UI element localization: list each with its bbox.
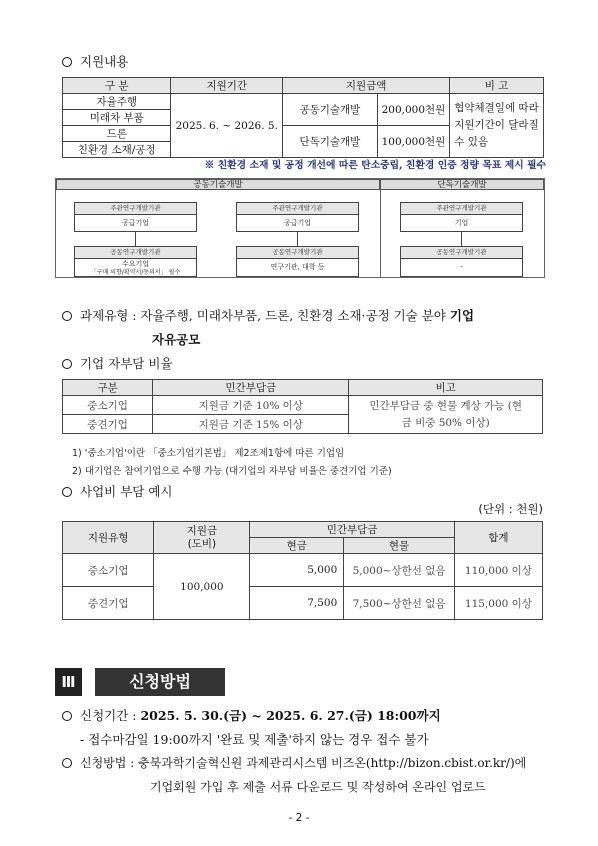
example-cash-cell: 7,500 — [250, 587, 344, 620]
solo-lead-box: 주관연구개발기관 기업 — [400, 202, 523, 232]
support-note: ※ 친환경 소재 및 공정 개선에 따른 탄소중립, 친환경 인증 정량 목표 제시 필수 — [204, 160, 546, 171]
circle-bullet-icon — [62, 487, 72, 497]
deadline-note: - 접수마감일 19:00까지 '완료 및 제출'하지 않는 경우 접수 불가 — [80, 732, 429, 747]
apply-method-text: 충북과학기술혁신원 과제관리시스템 비즈온(http://bizon.cbist.or.kr/)에 — [138, 756, 527, 770]
header-period: 지원기간 — [171, 78, 283, 94]
burden-value-cell: 지원금 기준 15% 이상 — [153, 415, 349, 434]
category-cell: 드론 — [63, 126, 171, 142]
task-type-text: 자율주행, 미래차부품, 드론, 친환경 소재·공정 기술 분야 — [140, 308, 446, 323]
example-grant-cell: 100,000 — [154, 554, 250, 620]
diagram-divider — [380, 190, 381, 277]
example-total-cell: 115,000 이상 — [454, 587, 542, 620]
header-grant: 지원금 (도비) — [154, 522, 250, 554]
category-cell: 미래차 부품 — [63, 110, 171, 126]
example-total-cell: 110,000 이상 — [454, 554, 542, 587]
burden-kind-cell: 중소기업 — [63, 396, 153, 415]
footnote-2: 2) 대기업은 참여기업으로 수행 가능 (대기업의 자부담 비율은 중견기업 기준) — [72, 466, 392, 477]
joint-dev-header: 공동기술개발 — [56, 179, 380, 190]
header-type: 지원유형 — [63, 522, 154, 554]
example-cash-cell: 5,000 — [250, 554, 344, 587]
burden-kind-cell: 중견기업 — [63, 415, 153, 434]
example-type-cell: 중견기업 — [63, 587, 154, 620]
example-table — [62, 521, 543, 620]
apply-period-label: 신청기간 — [80, 708, 129, 723]
footnote-1: 1) '중소기업'이란 「중소기업기본법」 제2조제1항에 따른 기업임 — [72, 448, 345, 459]
apply-method-line2: 기업회원 가입 후 제출 서류 다운로드 및 작성하여 온라인 업로드 — [150, 780, 486, 794]
task-type-line2: 자유공모 — [152, 332, 201, 347]
header-burden: 민간부담금 — [153, 380, 349, 396]
joint-co-box: 공동연구개발기관 수요기업 「구매 의향/확약서/동의서」 필수 — [74, 246, 197, 277]
connector-line — [135, 232, 136, 246]
example-inkind-cell: 7,500~상한선 없음 — [344, 587, 455, 620]
header-note: 비고 — [349, 380, 543, 396]
joint-lead-box-2: 주관연구개발기관 공급기업 — [236, 202, 359, 232]
type-cell: 공동기술개발 — [283, 94, 378, 126]
header-remark: 비 고 — [450, 78, 544, 94]
section-title-badge: 신청방법 — [95, 668, 225, 696]
task-type-bold: 기업 — [449, 308, 475, 323]
circle-bullet-icon — [62, 359, 72, 369]
support-table — [62, 77, 544, 158]
period-cell: 2025. 6. ~ 2026. 5. — [171, 94, 283, 158]
solo-dev-header: 단독기술개발 — [380, 179, 544, 190]
connector-line — [461, 232, 462, 246]
example-section-title: 사업비 부담 예시 — [62, 482, 172, 500]
joint-lead-box: 주관연구개발기관 공급기업 — [74, 202, 197, 232]
category-cell: 친환경 소재/공정 — [63, 142, 171, 158]
header-amount: 지원금액 — [283, 78, 450, 94]
task-type-label: 과제유형 — [80, 308, 129, 323]
structure-diagram — [55, 178, 545, 278]
circle-bullet-icon — [62, 311, 72, 321]
header-kind: 구분 — [63, 380, 153, 396]
burden-value-cell: 지원금 기준 10% 이상 — [153, 396, 349, 415]
burden-remark-cell: 민간부담금 중 현물 계상 가능 (현금 비중 50% 이상) — [349, 396, 543, 434]
connector-line — [297, 232, 298, 246]
header-cash: 현금 — [250, 538, 344, 554]
example-type-cell: 중소기업 — [63, 554, 154, 587]
apply-period-line: 신청기간 : 2025. 5. 30.(금) ~ 2025. 6. 27.(금) 18:00까지 — [62, 706, 441, 724]
apply-method-label: 신청방법 — [80, 756, 127, 770]
task-type-line — [62, 306, 546, 324]
category-cell: 자율주행 — [63, 94, 171, 110]
header-total: 합계 — [454, 522, 542, 554]
apply-period-value: 2025. 5. 30.(금) ~ 2025. 6. 27.(금) 18:00까지 — [140, 708, 441, 723]
header-private: 민간부담금 — [250, 522, 454, 538]
example-inkind-cell: 5,000~상한선 없음 — [344, 554, 455, 587]
support-section-title: 지원내용 — [62, 52, 128, 70]
apply-method-line: 신청방법 : 충북과학기술혁신원 과제관리시스템 비즈온(http://bizon.cbist.or.kr/)에 — [62, 754, 526, 771]
task-type-colon: : — [132, 308, 137, 323]
amount-cell: 200,000천원 — [377, 94, 450, 126]
type-cell: 단독기술개발 — [283, 126, 378, 158]
joint-co-box-2: 공동연구개발기관 연구기관, 대학 등 — [236, 246, 359, 277]
unit-label: (단위 : 천원) — [478, 502, 543, 516]
circle-bullet-icon — [62, 711, 72, 721]
header-inkind: 현물 — [344, 538, 455, 554]
circle-bullet-icon — [62, 758, 72, 768]
header-category: 구 분 — [63, 78, 171, 94]
page-number: - 2 - — [288, 812, 310, 824]
burden-table — [62, 379, 543, 434]
section-number-badge: Ⅲ — [55, 668, 82, 696]
burden-section-title: 기업 자부담 비율 — [62, 354, 172, 372]
amount-cell: 100,000천원 — [377, 126, 450, 158]
circle-bullet-icon — [62, 57, 72, 67]
remark-cell: 협약체결일에 따라 지원기간이 달라질수 있음 — [450, 94, 544, 158]
solo-co-box: 공동연구개발기관 - — [400, 246, 523, 277]
